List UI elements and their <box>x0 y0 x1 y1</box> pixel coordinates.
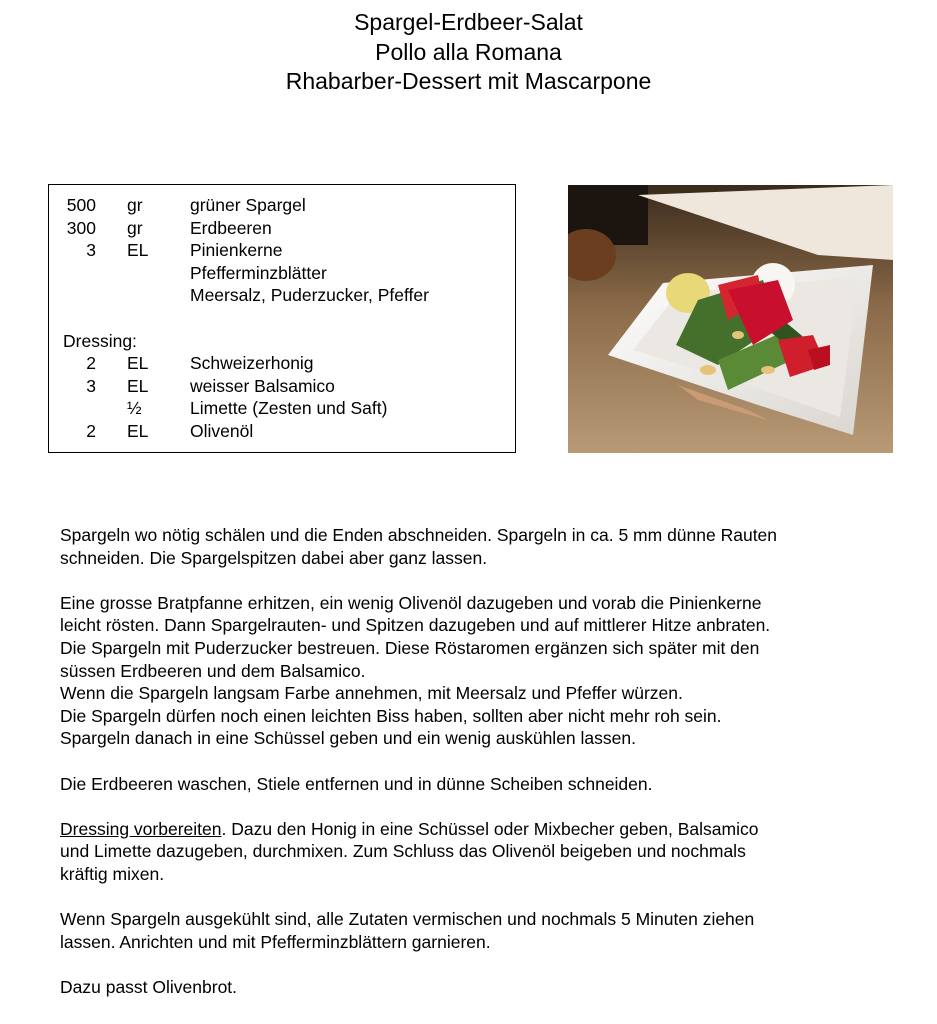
ingredient-name: grüner Spargel <box>190 195 306 215</box>
title-dessert: Rhabarber-Dessert mit Mascarpone <box>285 68 652 94</box>
ingredient-qty: 3 <box>86 375 96 396</box>
ingredient-name: Olivenöl <box>190 420 254 441</box>
dressing-row <box>63 352 314 375</box>
ingredient-name: Erdbeeren <box>190 217 272 238</box>
text-line: . Dazu den Honig in eine Schüssel oder Mixbecher geben, Balsamico <box>221 818 759 839</box>
ingredient-unit: gr <box>127 195 143 215</box>
instruction-paragraph <box>60 818 890 886</box>
ingredients-list <box>63 194 429 443</box>
instruction-paragraph <box>60 592 890 750</box>
instructions <box>60 524 890 1021</box>
ingredient-unit: gr <box>127 217 143 238</box>
ingredient-row <box>63 194 306 217</box>
text-line: Die Spargeln mit Puderzucker bestreuen. Diese Röstaromen ergänzen sich später mit den <box>60 637 760 658</box>
ingredient-qty: 500 <box>66 195 96 215</box>
ingredient-qty: 2 <box>86 353 96 374</box>
text-line: Dazu passt Olivenbrot. <box>60 976 238 997</box>
ingredient-name: Schweizerhonig <box>190 353 314 374</box>
ingredient-unit: EL <box>127 420 149 441</box>
salad-dish-photo <box>568 185 893 453</box>
text-line: und Limette dazugeben, durchmixen. Zum Schluss das Olivenöl beigeben und nochmals <box>60 841 746 862</box>
ingredient-unit: ½ <box>127 398 142 419</box>
text-line: kräftig mixen. <box>60 863 165 884</box>
spacer <box>63 307 137 330</box>
text-line: Wenn die Spargeln langsam Farbe annehmen, mit Meersalz und Pfeffer würzen. <box>60 683 683 704</box>
recipe-titles <box>0 8 937 97</box>
dressing-row <box>63 375 335 398</box>
title-salad: Spargel-Erdbeer-Salat <box>354 9 583 35</box>
dressing-row <box>63 397 388 420</box>
text-line: Die Erdbeeren waschen, Stiele entfernen und in dünne Scheiben schneiden. <box>60 773 653 794</box>
instruction-paragraph <box>60 524 890 569</box>
ingredient-row <box>63 239 283 262</box>
ingredient-name: Pinienkerne <box>190 240 283 261</box>
ingredient-name: weisser Balsamico <box>190 375 335 396</box>
ingredient-unit: EL <box>127 240 149 261</box>
ingredient-qty: 3 <box>86 240 96 261</box>
instruction-paragraph <box>60 908 890 953</box>
text-line: Spargeln danach in eine Schüssel geben und ein wenig auskühlen lassen. <box>60 728 636 749</box>
ingredient-qty: 300 <box>66 217 96 238</box>
instruction-paragraph <box>60 976 890 999</box>
text-line: süssen Erdbeeren und dem Balsamico. <box>60 660 366 681</box>
text-line: Die Spargeln dürfen noch einen leichten Biss haben, sollten aber nicht mehr roh sein. <box>60 705 722 726</box>
ingredient-row <box>63 284 429 307</box>
ingredient-name: Meersalz, Puderzucker, Pfeffer <box>190 285 429 306</box>
title-main-course: Pollo alla Romana <box>375 38 562 65</box>
text-line: lassen. Anrichten und mit Pfefferminzblättern garnieren. <box>60 931 491 952</box>
ingredient-qty: 2 <box>86 420 96 441</box>
text-line: Eine grosse Bratpfanne erhitzen, ein wenig Olivenöl dazugeben und vorab die Pinienkerne <box>60 592 762 613</box>
ingredients-box <box>48 184 516 453</box>
ingredient-row <box>63 262 327 285</box>
pine-nut <box>761 366 775 374</box>
text-line: Spargeln wo nötig schälen und die Enden abschneiden. Spargeln in ca. 5 mm dünne Rauten <box>60 525 778 545</box>
text-line: leicht rösten. Dann Spargelrauten- und Spitzen dazugeben und auf mittlerer Hitze anbraten. <box>60 615 771 636</box>
ingredient-name: Limette (Zesten und Saft) <box>190 398 388 419</box>
pine-nut <box>732 331 744 339</box>
pine-nut <box>700 365 716 375</box>
ingredient-name: Pfefferminzblätter <box>190 262 327 283</box>
dressing-row <box>63 420 254 443</box>
text-line: Wenn Spargeln ausgekühlt sind, alle Zutaten vermischen und nochmals 5 Minuten ziehen <box>60 909 755 930</box>
instruction-paragraph <box>60 773 890 796</box>
dressing-subheading: Dressing vorbereiten <box>60 818 222 839</box>
ingredient-unit: EL <box>127 375 149 396</box>
ingredient-unit: EL <box>127 353 149 374</box>
text-line: schneiden. Die Spargelspitzen dabei aber ganz lassen. <box>60 547 488 568</box>
dressing-heading: Dressing: <box>63 330 137 351</box>
ingredient-row <box>63 217 272 240</box>
